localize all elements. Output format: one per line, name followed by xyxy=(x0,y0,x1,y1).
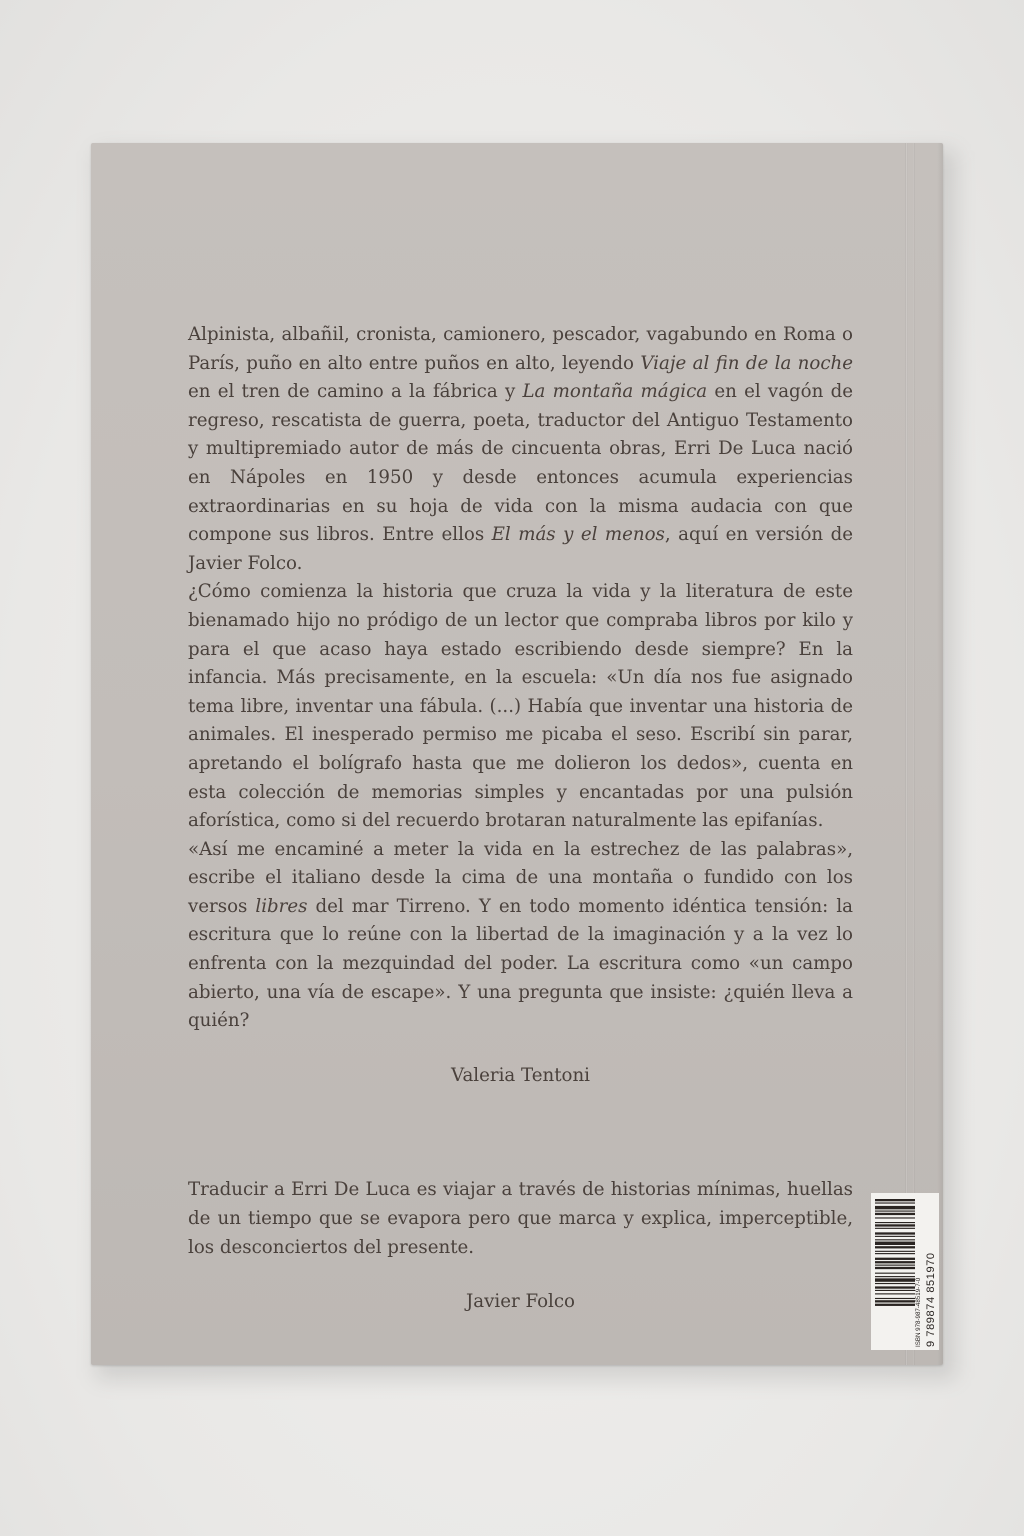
italic-title: La montaña mágica xyxy=(522,381,708,403)
barcode-bar xyxy=(875,1232,915,1234)
text-segment: en el tren de camino a la fábrica y xyxy=(188,381,523,403)
barcode-bar xyxy=(875,1228,915,1229)
barcode-bar xyxy=(875,1283,915,1284)
text-segment: ¿Cómo comienza la historia que cruza la vida y la literatura de este bienamado hijo no pródigo de un lector que compraba libros por kilo y para el que acaso haya estado escribiendo desde siempre? En la infancia. Más precisamente, en la escuela: «Un día nos fue asignado tema libre, inventar una fábula. (...) Había que inventar una historia de animales. El inesperado permiso me picaba el seso. Escribí sin parar, apretando el bolígrafo hasta que me dolieron los dedos», cuenta en esta colección de memorias simples y encantadas por una pulsión aforística, como si del recuerdo brotaran naturalmente las epifanías. xyxy=(188,581,853,832)
barcode-bar xyxy=(875,1304,915,1306)
text-segment: , aquí en versión de Javier Folco. xyxy=(188,524,853,574)
italic-title: El más y el menos xyxy=(491,524,665,546)
barcode-digits: 9 789874 851970 xyxy=(925,1252,937,1347)
text-segment: Alpinista, albañil, cronista, camionero, pescador, vagabundo en Roma o París, puño en alto entre puños en alto, leyendo xyxy=(188,324,853,374)
blurb-paragraph-2 xyxy=(188,578,853,835)
barcode-bar xyxy=(875,1206,915,1209)
barcode-bar xyxy=(875,1202,915,1203)
barcode-bar xyxy=(875,1213,915,1215)
barcode-bar xyxy=(875,1222,915,1223)
barcode-bar xyxy=(875,1239,915,1240)
blurb-paragraph-1 xyxy=(188,321,853,578)
barcode-bar xyxy=(875,1286,915,1288)
barcode-bar xyxy=(875,1278,915,1281)
barcode-bar xyxy=(875,1261,915,1263)
signature-javier-folco: Javier Folco xyxy=(466,1291,575,1313)
book-back-cover xyxy=(91,143,943,1365)
barcode-bar xyxy=(875,1258,915,1260)
barcode-bar xyxy=(875,1298,915,1299)
italic-title: Viaje al fin de la noche xyxy=(640,352,853,374)
text-segment: del mar Tirreno. Y en todo momento idéntica tensión: la escritura que lo reúne con la libertad de la imaginación y a la vez lo enfrenta con la mezquindad del poder. La escritura como «un campo abierto, una vía de escape». Y una pregunta que insiste: ¿quién lleva a quién? xyxy=(188,895,853,1032)
barcode-bar xyxy=(875,1253,915,1254)
barcode-bar xyxy=(875,1267,915,1269)
blurb-paragraph-3 xyxy=(188,836,853,1036)
barcode-bar xyxy=(875,1293,915,1294)
spine-fold-secondary xyxy=(913,143,915,1365)
barcode-bar xyxy=(875,1199,915,1201)
text-segment: en el vagón de regreso, rescatista de guerra, poeta, traductor del Antiguo Testamento y multipremiado autor de más de cincuenta obras, Erri De Luca nació en Nápoles en 1950 y desde entonces acumula experiencias extraordinarias en su hoja de vida con la misma audacia con que compone sus libros. Entre ellos xyxy=(188,381,853,546)
barcode-bar xyxy=(875,1242,915,1245)
translator-note: Traducir a Erri De Luca es viajar a través de historias mínimas, huellas de un tiempo que se evapora pero que marca y explica, imperceptible, los desconciertos del presente. xyxy=(188,1179,853,1258)
barcode-bar xyxy=(875,1273,915,1274)
back-cover-text xyxy=(188,321,853,1317)
text-segment: «Así me encaminé a meter la vida en la estrechez de las palabras», escribe el italiano desde la cima de una montaña o fundido con los versos xyxy=(188,838,853,917)
barcode-bar xyxy=(875,1211,915,1212)
spine-fold xyxy=(905,143,908,1365)
barcode-bar xyxy=(875,1265,915,1266)
barcode-bar xyxy=(875,1224,915,1226)
barcode-bar xyxy=(875,1251,915,1252)
book-edge xyxy=(937,143,943,1365)
barcode-bar xyxy=(875,1276,915,1277)
italic-title: libres xyxy=(255,895,308,917)
barcode-bar xyxy=(875,1246,915,1248)
barcode-bar xyxy=(875,1236,915,1237)
barcode-bars xyxy=(875,1199,915,1306)
barcode-bar xyxy=(875,1300,915,1302)
section-gap xyxy=(188,1090,853,1176)
barcode-bar xyxy=(875,1217,915,1218)
signature-valeria-tentoni: Valeria Tentoni xyxy=(450,1064,590,1086)
barcode-isbn-text: ISBN 978-987-48519-7-0 xyxy=(915,1277,922,1347)
isbn-barcode xyxy=(871,1193,939,1350)
barcode-bar xyxy=(875,1290,915,1291)
